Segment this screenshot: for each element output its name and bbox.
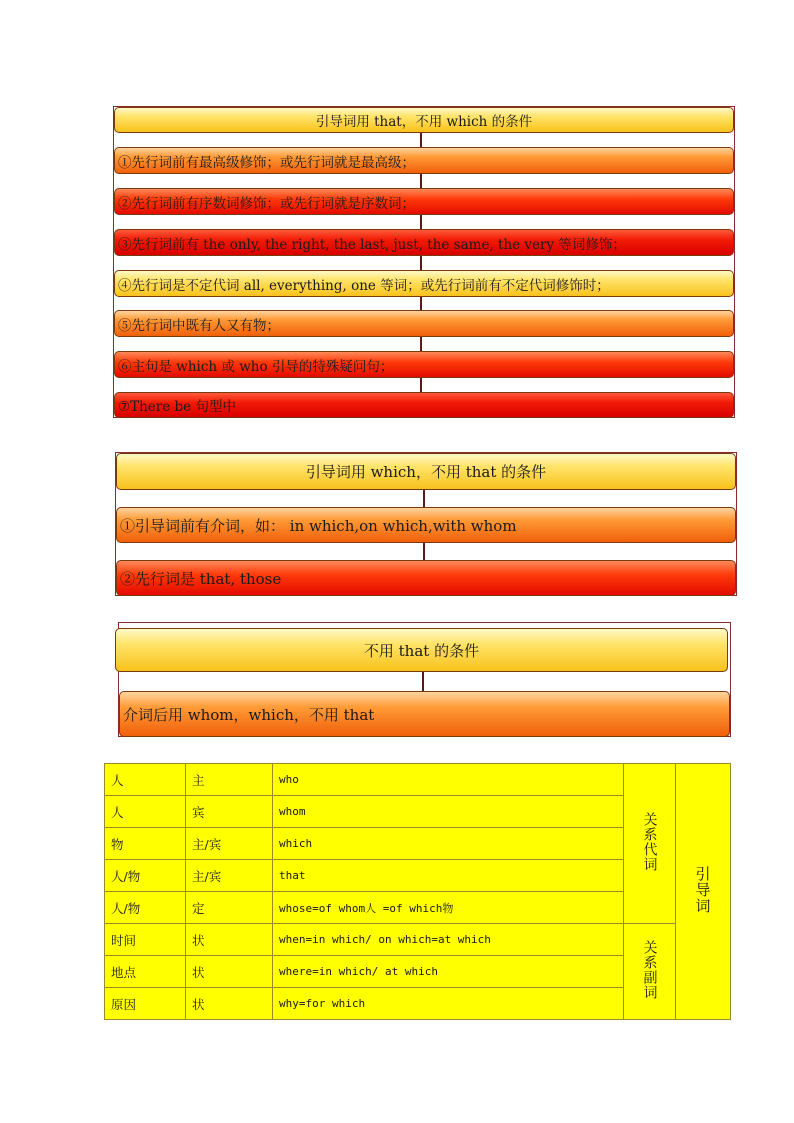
relative-words-table [104,763,731,1020]
condition-text: ⑤先行词中既有人又有物； [118,317,280,334]
word-cell: when=in which/ on which=at which [273,924,624,956]
condition-item [116,560,736,596]
condition-item [114,351,734,378]
condition-item [114,229,734,256]
word-cell: whom [273,796,624,828]
diagram-title-text: 引导词用 that，不用 which 的条件 [315,114,533,130]
role-cell: 主 [186,764,273,796]
role-cell: 状 [186,924,273,956]
connector-line [422,671,424,693]
antecedent-cell: 人/物 [105,860,186,892]
word-cell: why=for which [273,988,624,1020]
group-adverb-label: 关系副词 [641,940,658,1000]
antecedent-cell: 物 [105,828,186,860]
role-cell: 主/宾 [186,828,273,860]
group-all-label: 引导词 [693,866,712,914]
condition-item [114,270,734,297]
antecedent-cell: 人/物 [105,892,186,924]
condition-text: ⑥主句是 which 或 who 引导的特殊疑问句； [118,358,394,375]
antecedent-cell: 人 [105,796,186,828]
diagram-title [115,628,728,672]
group-adverb-cell [624,924,676,1020]
role-cell: 状 [186,988,273,1020]
condition-text: 介词后用 whom，which，不用 that [123,705,375,724]
group-pronoun-label: 关系代词 [641,812,658,872]
role-cell: 定 [186,892,273,924]
condition-item [114,392,734,418]
condition-text: ④先行词是不定代词 all, everything, one 等词；或先行词前有不定代词修饰时； [118,277,610,294]
diagram-no-that [118,622,731,737]
condition-text: ⑦There be 句型中 [118,399,236,415]
role-cell: 状 [186,956,273,988]
diagram-title [116,453,736,490]
diagram-which-not-that [115,452,737,596]
condition-item [116,507,736,543]
role-cell: 主/宾 [186,860,273,892]
word-cell: that [273,860,624,892]
antecedent-cell: 人 [105,764,186,796]
role-cell: 宾 [186,796,273,828]
condition-text: ①先行词前有最高级修饰；或先行词就是最高级； [118,154,415,171]
table-row [105,764,731,796]
table-row [105,924,731,956]
condition-text: ②先行词前有序数词修饰；或先行词就是序数词； [118,195,415,212]
diagram-that-not-which [113,106,735,418]
condition-text: ②先行词是 that, those [120,569,282,588]
diagram-title-text: 引导词用 which，不用 that 的条件 [305,463,547,481]
diagram-title-text: 不用 that 的条件 [363,641,480,660]
word-cell: where=in which/ at which [273,956,624,988]
group-pronoun-cell [624,764,676,924]
antecedent-cell: 地点 [105,956,186,988]
antecedent-cell: 原因 [105,988,186,1020]
word-cell: which [273,828,624,860]
group-all-cell [676,764,731,1020]
condition-text: ①引导词前有介词，如： in which,on which,with whom [120,516,517,535]
word-cell: whose=of whom人 =of which物 [273,892,624,924]
condition-item [114,310,734,337]
diagram-title [114,107,734,133]
condition-text: ③先行词前有 the only, the right, the last, just, the same, the very 等词修饰； [118,236,626,253]
condition-item [114,147,734,174]
condition-item [114,188,734,215]
antecedent-cell: 时间 [105,924,186,956]
condition-item [119,691,730,737]
word-cell: who [273,764,624,796]
